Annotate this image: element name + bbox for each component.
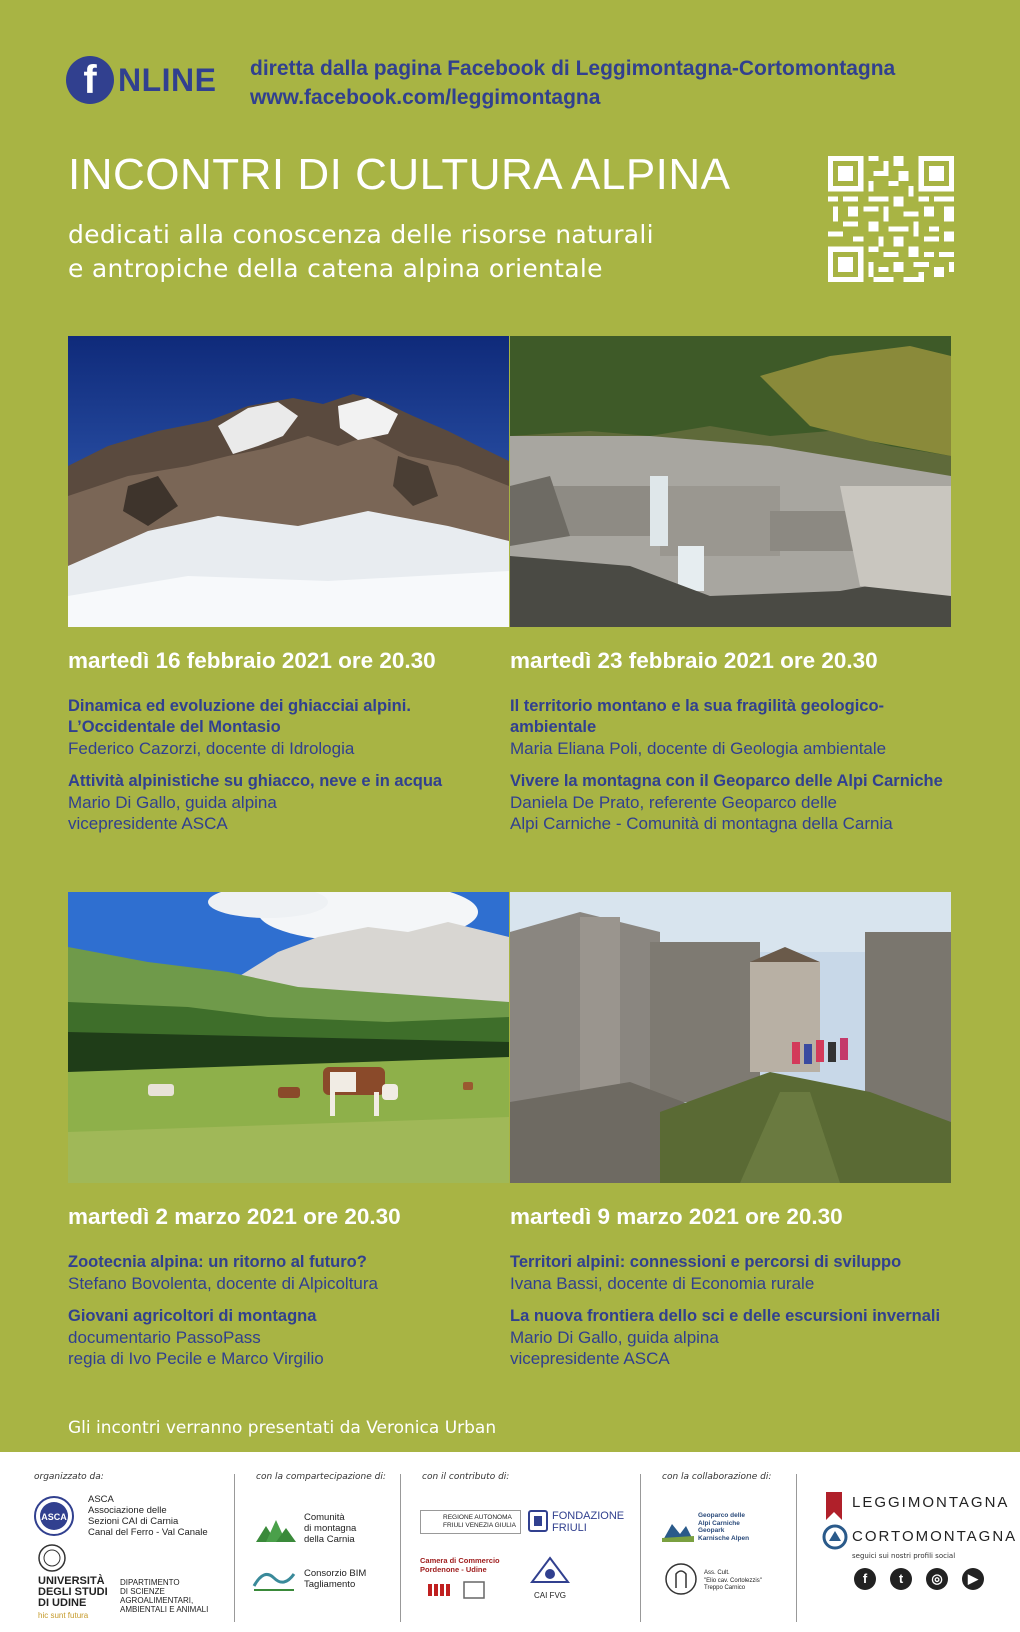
divider [796,1474,797,1622]
talk-title: Il territorio montano e la sua fragilità geologico-ambientale [510,697,885,736]
talk-title: Giovani agricoltori di montagna [68,1307,317,1325]
asca-text: ASCA Associazione delle Sezioni CAI di Carnia Canal del Ferro - Val Canale [88,1494,208,1538]
cortolezzis-text: Ass. Cult. "Elio cav. Cortolezzis" Treppo Carnico [704,1570,762,1591]
uniud-seal-icon [38,1544,66,1572]
online-word: NLINE [118,61,217,98]
collaboration-heading: con la collaborazione di: [662,1472,772,1482]
geoparco-text: Geoparco delle Alpi Carniche Geopark Karnische Alpen [698,1512,750,1542]
talk-speaker: Maria Eliana Poli, docente di Geologia ambientale [510,739,887,758]
talk-title: La nuova frontiera dello sci e delle escursioni invernali [510,1307,941,1325]
facebook-link[interactable]: www.facebook.com/leggimontagna [250,86,601,109]
instagram-icon[interactable]: ◎ [926,1568,948,1590]
event-date: martedì 16 febbraio 2021 ore 20.30 [68,648,436,673]
event-4 [510,1204,960,1381]
uniud-motto: hic sunt futura [38,1611,89,1620]
photo-stream-dam [510,336,951,627]
carnia-community-logo [256,1516,296,1542]
photo-stone-ruins [510,892,951,1183]
divider [400,1474,401,1622]
asca-logo [34,1496,74,1536]
event-2 [510,648,960,846]
photo-alpine-pasture [68,892,509,1183]
subtitle-line: dedicati alla conoscenza delle risorse naturali [68,220,654,249]
co-participation-heading: con la compartecipazione di: [256,1472,386,1482]
fondazione-friuli-icon [528,1510,548,1532]
talk-speaker: Stefano Bovolenta, docente di Alpicoltura [68,1274,378,1293]
uniud-department: DIPARTIMENTO DI SCIENZE AGROALIMENTARI, AMBIENTALI E ANIMALI [120,1578,209,1614]
stream-info [250,54,895,112]
bim-tagliamento-text: Consorzio BIM Tagliamento [304,1568,367,1590]
talk-speaker: Ivana Bassi, docente di Economia rurale [510,1274,815,1293]
talk [510,1252,960,1294]
cortomontagna-icon [822,1524,848,1550]
talk [68,1252,508,1294]
talk-title: Dinamica ed evoluzione dei ghiacciai alpini. L’Occidentale del Montasio [68,697,411,736]
bim-tagliamento-logo [252,1564,296,1592]
uniud-name: UNIVERSITÀ DEGLI STUDI DI UDINE [38,1575,108,1609]
subtitle [68,218,654,286]
talk-title: Attività alpinistiche su ghiacco, neve e in acqua [68,772,443,790]
talk-speaker: documentario PassoPass regia di Ivo Pecile e Marco Virgilio [68,1328,324,1368]
facebook-icon[interactable]: f [854,1568,876,1590]
event-date: martedì 9 marzo 2021 ore 20.30 [510,1204,843,1229]
talk-title: Zootecnia alpina: un ritorno al futuro? [68,1253,367,1271]
twitter-icon[interactable]: t [890,1568,912,1590]
divider [640,1474,641,1622]
divider [234,1474,235,1622]
cai-fvg-text: CAI FVG [534,1591,567,1600]
talk-speaker: Daniela De Prato, referente Geoparco delle Alpi Carniche - Comunità di montagna della Carnia [510,793,893,833]
camera-commercio-text: Camera di Commercio Pordenone - Udine [420,1556,500,1574]
asca-logo-text: ASCA [41,1512,67,1522]
cortolezzis-logo [664,1562,698,1596]
talk [510,771,960,834]
cortomontagna-logo: CORTOMONTAGNA [852,1528,1018,1545]
stream-line: diretta dalla pagina Facebook di Leggimontagna-Cortomontagna [250,57,896,80]
cai-fvg-logo [530,1556,570,1586]
carnia-community-text: Comunità di montagna della Carnia [304,1512,357,1545]
talk [510,696,960,759]
fondazione-friuli-text: FONDAZIONE FRIULI [552,1510,625,1534]
event-date: martedì 23 febbraio 2021 ore 20.30 [510,648,878,673]
talk [68,696,508,759]
region-fvg-logo: REGIONE AUTONOMA FRIULI VENEZIA GIULIA [420,1510,521,1534]
event-date: martedì 2 marzo 2021 ore 20.30 [68,1204,401,1229]
talk-speaker: Mario Di Gallo, guida alpina vicepresidente ASCA [510,1328,719,1368]
talk-title: Territori alpini: connessioni e percorsi di sviluppo [510,1253,902,1271]
organized-by-heading: organizzato da: [34,1472,104,1482]
talk-title: Vivere la montagna con il Geoparco delle Alpi Carniche [510,772,943,790]
presenter-note: Gli incontri verranno presentati da Veronica Urban [68,1418,497,1438]
photo-montasio-peak [68,336,509,627]
event-3 [68,1204,508,1381]
talk [68,771,508,834]
leggimontagna-logo: LEGGIMONTAGNA [852,1494,1010,1511]
qr-code[interactable] [828,156,954,282]
sponsors-footer [0,1452,1020,1632]
bookmark-icon [826,1492,842,1520]
geoparco-logo [662,1516,694,1542]
page-title: INCONTRI DI CULTURA ALPINA [68,150,731,199]
online-badge [66,56,217,104]
talk [510,1306,960,1369]
camera-commercio-logo [428,1580,488,1600]
talk-speaker: Mario Di Gallo, guida alpina vicepresidente ASCA [68,793,277,833]
talk [68,1306,508,1369]
talk-speaker: Federico Cazorzi, docente di Idrologia [68,739,355,758]
contribution-heading: con il contributo di: [422,1472,510,1482]
facebook-icon: f [66,56,114,104]
event-1 [68,648,508,846]
subtitle-line: e antropiche della catena alpina orientale [68,254,603,283]
youtube-icon[interactable]: ▶ [962,1568,984,1590]
social-note: seguici sui nostri profili social [852,1552,956,1560]
